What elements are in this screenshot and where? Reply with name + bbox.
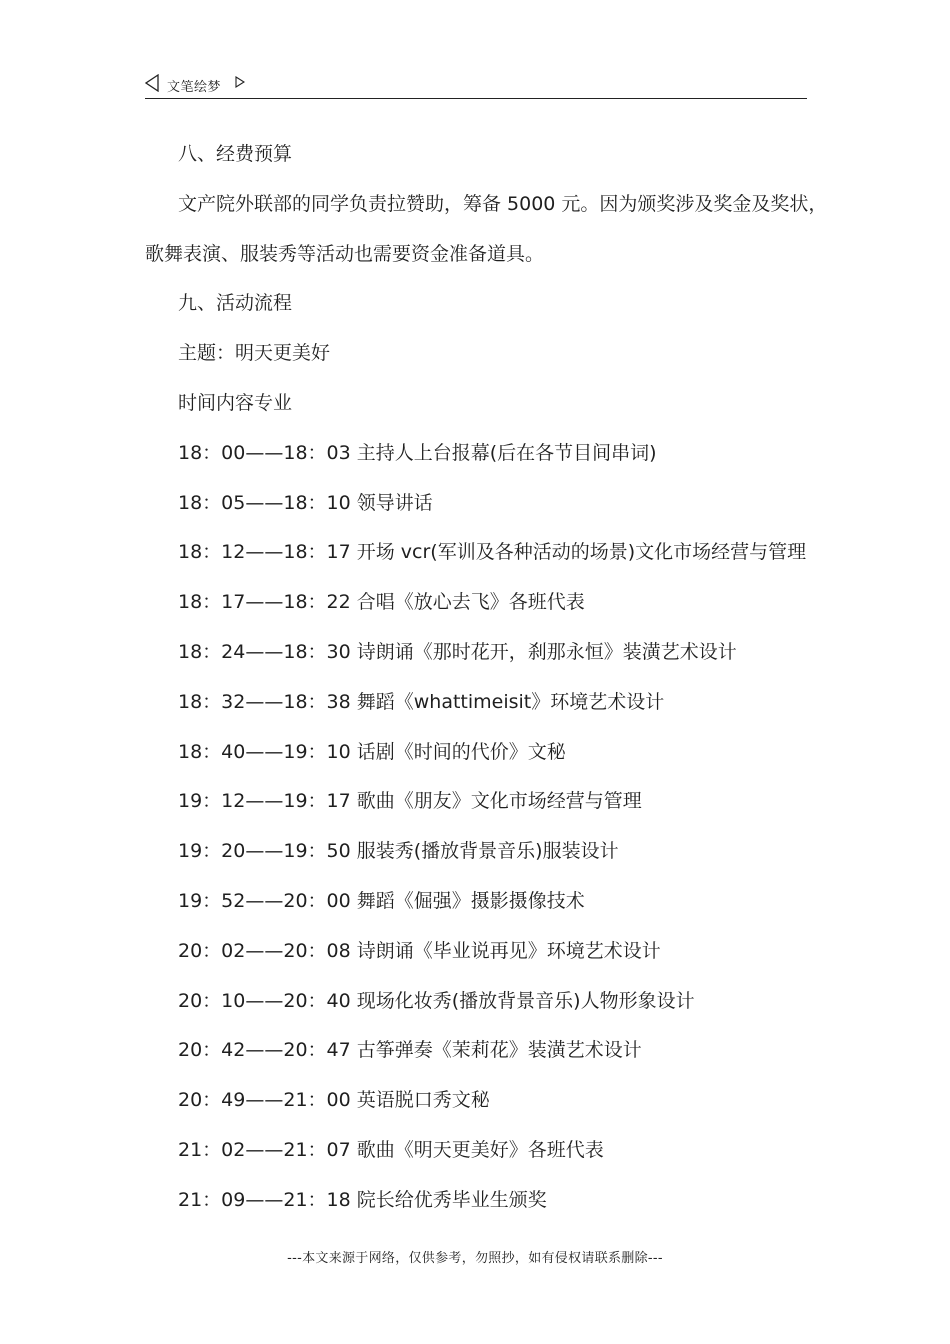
schedule-item: 18：24——18：30 诗朗诵《那时花开，刹那永恒》装潢艺术设计 <box>178 640 737 663</box>
schedule-item: 18：00——18：03 主持人上台报幕(后在各节目间串词) <box>178 441 657 464</box>
footer-notice: ---本文来源于网络，仅供参考，勿照抄，如有侵权请联系删除--- <box>287 1251 663 1266</box>
section-9-heading: 九、活动流程 <box>178 292 293 315</box>
schedule-item: 21：02——21：07 歌曲《明天更美好》各班代表 <box>178 1138 604 1161</box>
schedule-list <box>145 429 825 1226</box>
schedule-item: 19：12——19：17 歌曲《朋友》文化市场经营与管理 <box>178 790 642 813</box>
theme-line: 主题：明天更美好 <box>178 342 331 365</box>
header-brand: 文笔绘梦 <box>167 80 222 95</box>
schedule-item: 20：49——21：00 英语脱口秀文秘 <box>178 1089 490 1112</box>
schedule-item: 18：32——18：38 舞蹈《whattimeisit》环境艺术设计 <box>178 690 665 713</box>
budget-paragraph-line-2: 歌舞表演、服装秀等活动也需要资金准备道具。 <box>145 242 545 265</box>
schedule-item: 19：52——20：00 舞蹈《倔强》摄影摄像技术 <box>178 889 585 912</box>
section-8-heading: 八、经费预算 <box>178 143 293 165</box>
schedule-item: 19：20——19：50 服装秀(播放背景音乐)服装设计 <box>178 840 619 863</box>
right-triangle-outline-icon <box>235 76 245 88</box>
schedule-item: 21：09——21：18 院长给优秀毕业生颁奖 <box>178 1188 547 1211</box>
budget-paragraph-line-1: 文产院外联部的同学负责拉赞助，筹备 5000 元。因为颁奖涉及奖金及奖状， <box>178 192 828 215</box>
schedule-item: 18：05——18：10 领导讲话 <box>178 491 433 514</box>
schedule-item: 20：10——20：40 现场化妆秀(播放背景音乐)人物形象设计 <box>178 989 695 1012</box>
schedule-item: 20：42——20：47 古筝弹奏《茉莉花》装潢艺术设计 <box>178 1039 642 1062</box>
page-header <box>145 72 807 99</box>
schedule-item: 18：17——18：22 合唱《放心去飞》各班代表 <box>178 591 585 614</box>
schedule-item: 18：12——18：17 开场 vcr(军训及各种活动的场景)文化市场经营与管理 <box>178 541 807 564</box>
schedule-columns-label: 时间内容专业 <box>178 391 293 414</box>
left-triangle-outline-icon <box>145 74 159 92</box>
schedule-item: 18：40——19：10 话剧《时间的代价》文秘 <box>178 740 566 763</box>
document-body <box>145 130 828 1226</box>
schedule-item: 20：02——20：08 诗朗诵《毕业说再见》环境艺术设计 <box>178 939 661 962</box>
